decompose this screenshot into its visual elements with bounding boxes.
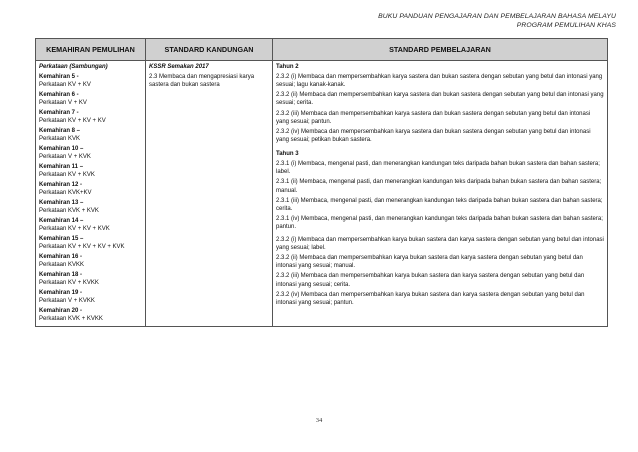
running-header <box>378 12 616 30</box>
year-3-list-b <box>276 236 604 308</box>
kemahiran-title: Kemahiran 13 – <box>39 200 84 207</box>
list-item <box>39 181 142 197</box>
kemahiran-description: Perkataan V + KV <box>39 100 87 107</box>
standard-kandungan-text: 2.3 Membaca dan mengapresiasi karya sastera dan bukan sastera <box>149 74 255 89</box>
kemahiran-title: Kemahiran 19 - <box>39 290 83 297</box>
list-item <box>39 271 142 287</box>
table-row <box>36 61 608 327</box>
table-header-row <box>36 39 608 61</box>
kemahiran-subheading: Perkataan (Sambungan) <box>39 64 108 70</box>
standard-item: 2.3.2 (iv) Membaca dan mempersembahkan karya sastera dan bukan sastera dengan sebutan yang betul dan intonasi yang sesuai; petikan bukan sastera. <box>276 128 591 144</box>
column-header-standard-kandungan: STANDARD KANDUNGAN <box>146 39 273 61</box>
standard-item: 2.3.2 (i) Membaca dan mempersembahkan karya bukan sastera dan karya sastera dengan sebutan yang betul dan intonasi yang sesuai; label. <box>276 236 604 251</box>
year-2-label: Tahun 2 <box>276 64 299 70</box>
list-item <box>39 163 142 179</box>
header-line-1: BUKU PANDUAN PENGAJARAN DAN PEMBELAJARAN BAHASA MELAYU <box>378 13 616 20</box>
kemahiran-description: Perkataan KVK + KVK <box>39 208 99 215</box>
standard-item: 2.3.2 (ii) Membaca dan mempersembahkan karya sastera dan bukan sastera dengan sebutan yang betul dan intonasi yang sesuai; cerita. <box>276 92 604 107</box>
kemahiran-title: Kemahiran 20 - <box>39 308 83 315</box>
kemahiran-list <box>39 73 142 323</box>
list-item <box>39 217 142 233</box>
list-item <box>39 307 142 323</box>
standard-item: 2.3.2 (iv) Membaca dan mempersembahkan karya bukan sastera dan karya sastera dengan sebutan yang betul dan intonasi yang sesuai; pantun. <box>276 291 585 307</box>
standard-pembelajaran-cell <box>273 61 608 327</box>
standard-item: 2.3.1 (iv) Membaca, mengenal pasti, dan menerangkan kandungan teks daripada bahan bukan sastera dan bahan sastera; pantun. <box>276 216 603 231</box>
kemahiran-description: Perkataan KVKK <box>39 262 85 269</box>
kssr-heading: KSSR Semakan 2017 <box>149 64 209 70</box>
list-item <box>39 199 142 215</box>
kemahiran-title: Kemahiran 7 - <box>39 110 79 117</box>
list-item <box>39 73 142 89</box>
list-item <box>39 289 142 305</box>
kemahiran-description: Perkataan KV + KVKK <box>39 280 99 287</box>
standard-item: 2.3.1 (i) Membaca, mengenal pasti, dan menerangkan kandungan teks daripada bahan bukan sastera dan bahan sastera; label. <box>276 161 600 176</box>
standard-kandungan-cell <box>146 61 273 327</box>
kemahiran-description: Perkataan V + KVK <box>39 154 91 161</box>
kemahiran-title: Kemahiran 5 - <box>39 74 79 81</box>
list-item <box>39 127 142 143</box>
kemahiran-description: Perkataan KVK + KVKK <box>39 316 103 323</box>
column-header-standard-pembelajaran: STANDARD PEMBELAJARAN <box>273 39 608 61</box>
kemahiran-description: Perkataan KV + KV <box>39 82 91 89</box>
kemahiran-cell <box>36 61 146 327</box>
year-2-list <box>276 73 604 145</box>
kemahiran-description: Perkataan KV + KV + KVK <box>39 226 110 233</box>
kemahiran-title: Kemahiran 6 - <box>39 92 79 99</box>
kemahiran-title: Kemahiran 14 – <box>39 218 84 225</box>
kemahiran-description: Perkataan KVK <box>39 136 81 143</box>
kemahiran-description: Perkataan KV + KV + KV + KVK <box>39 244 125 251</box>
kemahiran-title: Kemahiran 16 - <box>39 254 83 261</box>
standard-item: 2.3.2 (i) Membaca dan mempersembahkan karya sastera dan bukan sastera dengan sebutan yang betul dan intonasi yang sesuai; lagu kanak-kanak. <box>276 73 603 88</box>
kemahiran-title: Kemahiran 10 – <box>39 146 84 153</box>
list-item <box>39 235 142 251</box>
header-line-2: PROGRAM PEMULIHAN KHAS <box>516 22 616 29</box>
kemahiran-title: Kemahiran 15 – <box>39 236 84 243</box>
list-item <box>39 145 142 161</box>
standard-item: 2.3.2 (iii) Membaca dan mempersembahkan karya sastera dan bukan sastera dengan sebutan yang betul dan intonasi yang sesuai; pantun. <box>276 110 591 125</box>
page-number: 34 <box>315 417 323 424</box>
kemahiran-description: Perkataan KV + KV + KV <box>39 118 106 125</box>
kemahiran-title: Kemahiran 8 – <box>39 128 81 135</box>
curriculum-table <box>35 38 608 327</box>
year-3-list-a <box>276 160 604 232</box>
kemahiran-title: Kemahiran 11 – <box>39 164 84 171</box>
kemahiran-title: Kemahiran 18 - <box>39 272 83 279</box>
list-item <box>39 109 142 125</box>
column-header-kemahiran: KEMAHIRAN PEMULIHAN <box>36 39 146 61</box>
list-item <box>39 91 142 107</box>
standard-item: 2.3.1 (iii) Membaca, mengenal pasti, dan menerangkan kandungan teks daripada bahan bukan sastera dan bahan sastera; cerita. <box>276 197 603 213</box>
kemahiran-description: Perkataan KV + KVK <box>39 172 95 179</box>
standard-item: 2.3.1 (ii) Membaca, mengenal pasti, dan menerangkan kandungan teks daripada bahan bukan sastera dan bahan sastera; manual. <box>276 179 602 194</box>
standard-item: 2.3.2 (iii) Membaca dan mempersembahkan karya bukan sastera dan karya sastera dengan sebutan yang betul dan intonasi yang sesuai; cerita. <box>276 273 585 288</box>
kemahiran-description: Perkataan KVK+KV <box>39 190 92 197</box>
kemahiran-title: Kemahiran 12 - <box>39 182 83 189</box>
standard-item: 2.3.2 (ii) Membaca dan mempersembahkan karya bukan sastera dan karya sastera dengan sebutan yang betul dan intonasi yang sesuai; manual. <box>276 255 583 270</box>
list-item <box>39 253 142 269</box>
kemahiran-description: Perkataan V + KVKK <box>39 298 95 305</box>
year-3-label: Tahun 3 <box>276 151 299 158</box>
